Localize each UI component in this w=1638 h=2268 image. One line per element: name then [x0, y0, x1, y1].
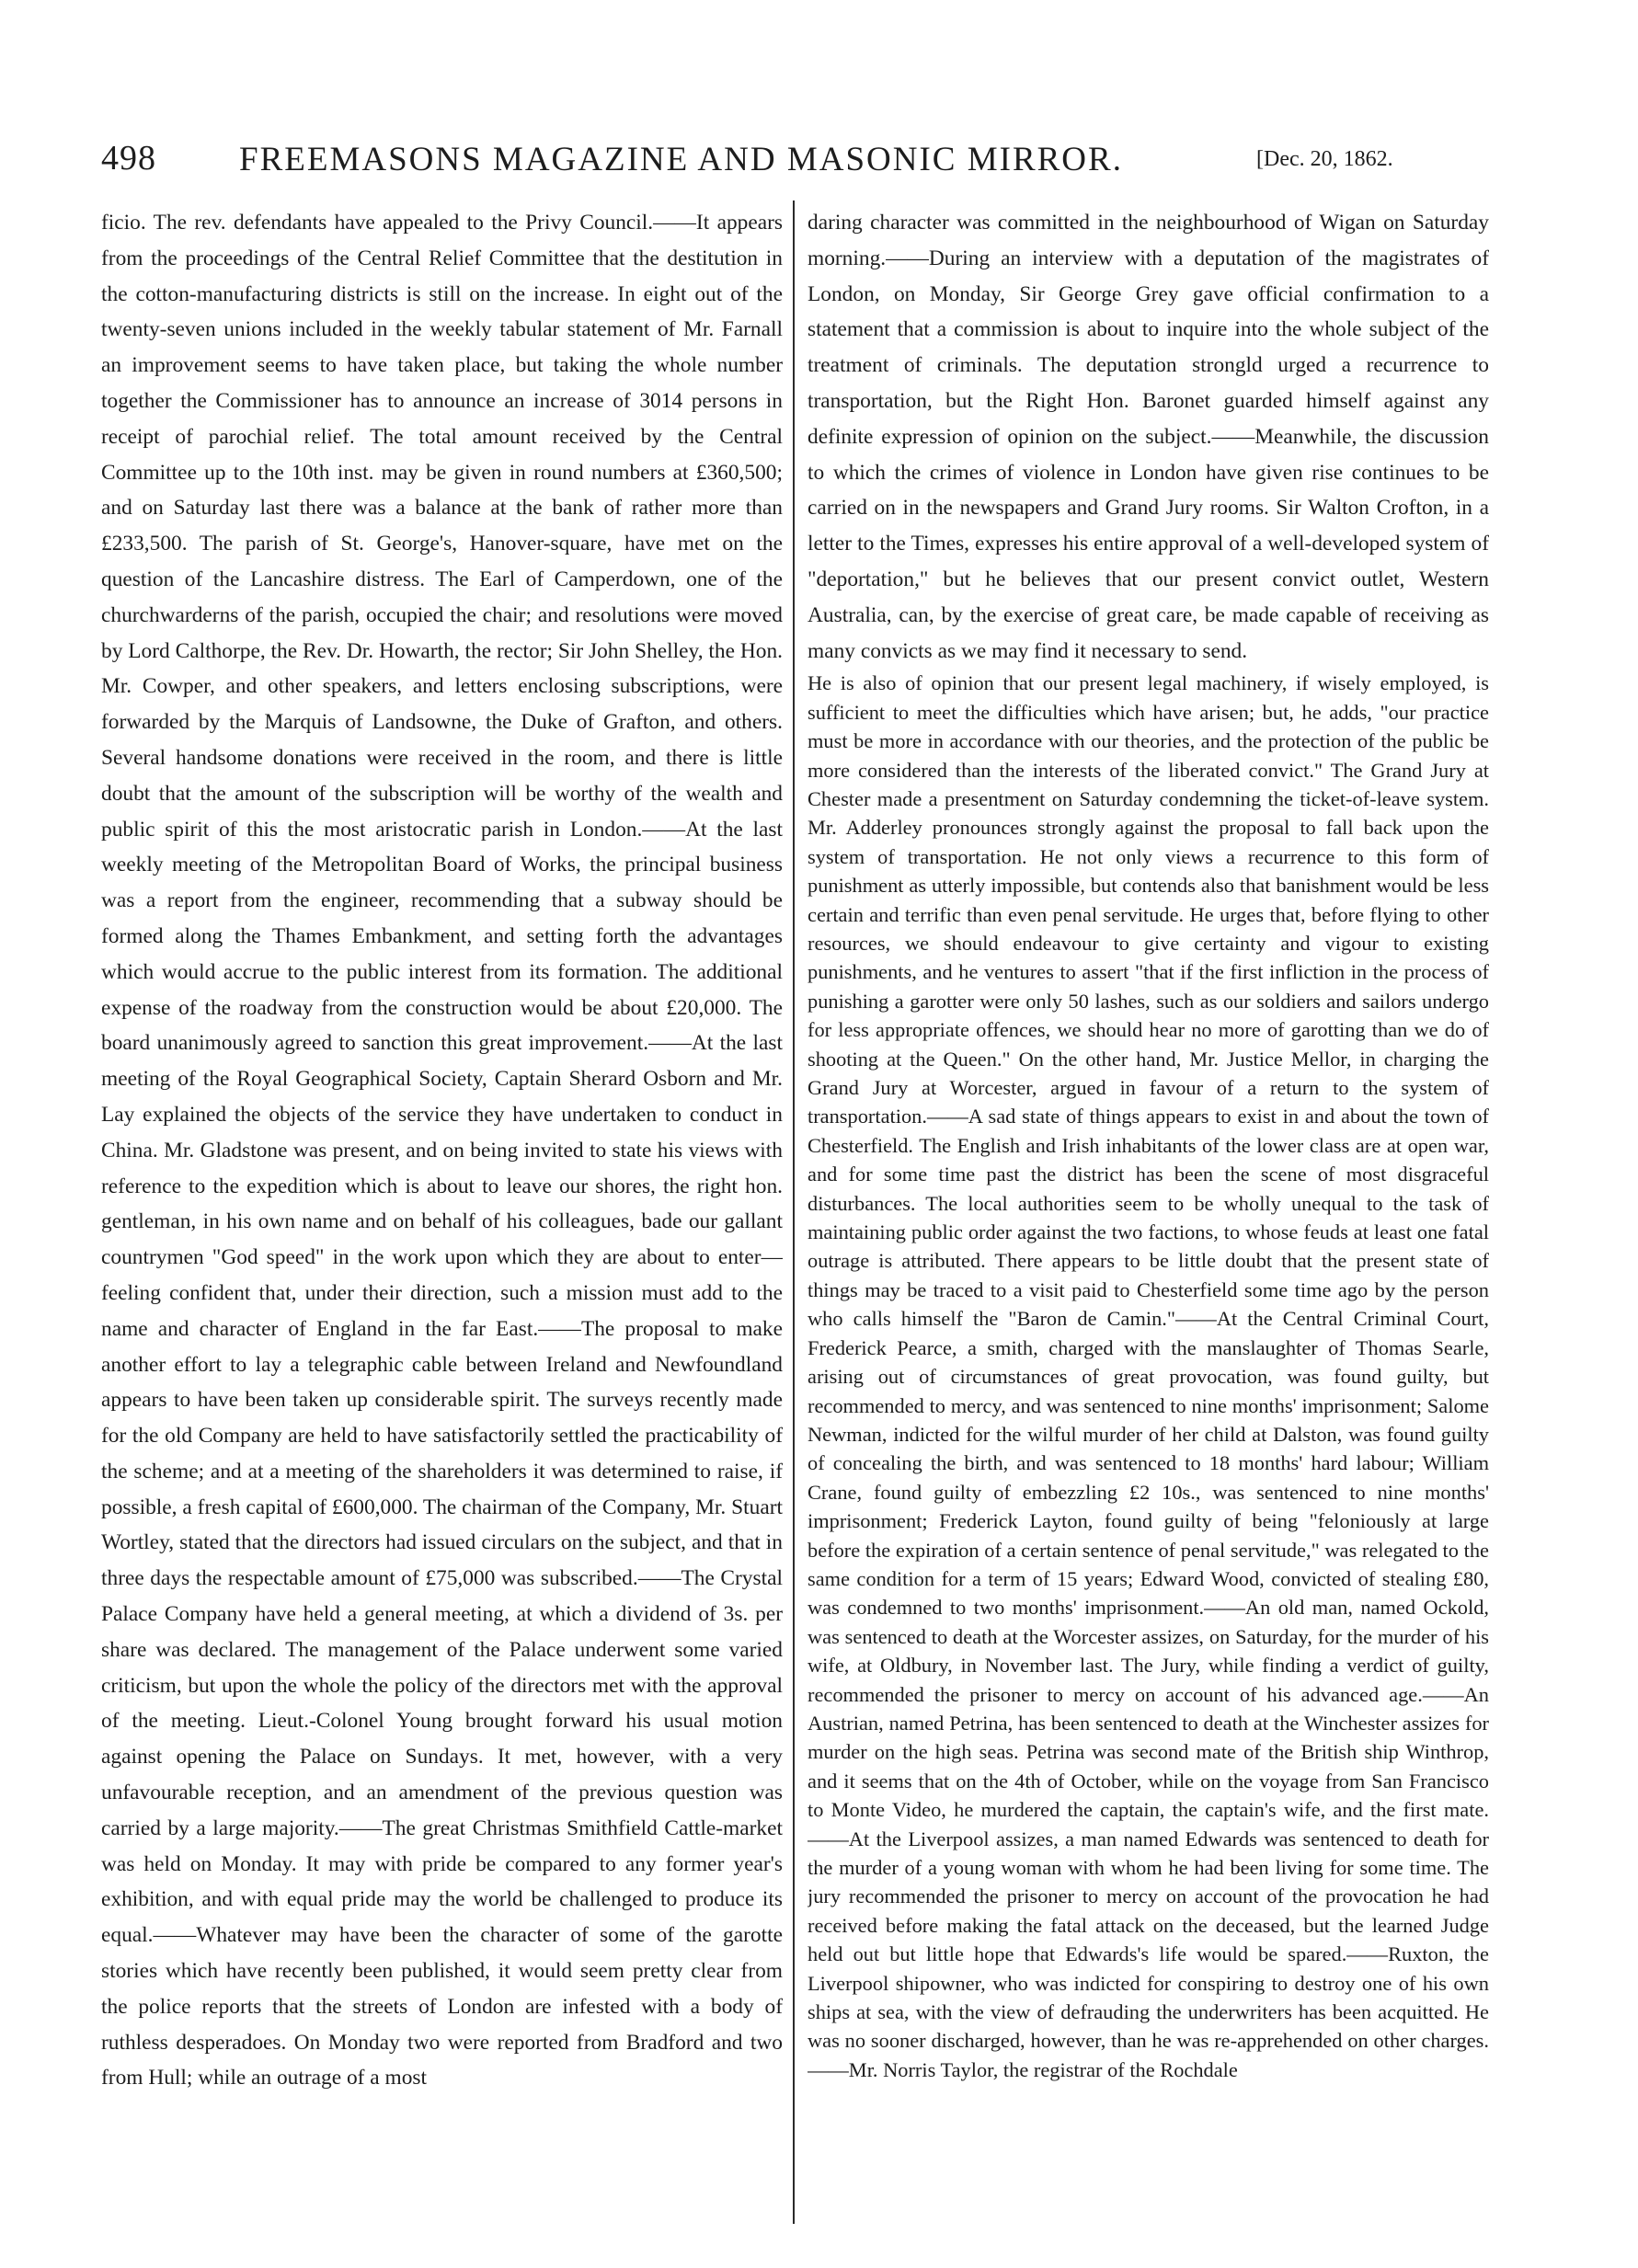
page-number: 498 — [101, 139, 156, 178]
masthead-title: FREEMASONS MAGAZINE AND MASONIC MIRROR. — [239, 141, 1123, 178]
page-header — [101, 138, 1393, 193]
column-divider — [793, 200, 795, 2224]
right-column — [808, 205, 1489, 2228]
issue-date: [Dec. 20, 1862. — [1256, 147, 1393, 171]
right-column-text-large: daring character was committed in the neighbourhood of Wigan on Saturday morning.——During an interview with a deputation of the magistrates of London, on Monday, Sir George Grey gave official confirmation to a statement that a commission is about to inquire into the whole subject of the treatment of criminals. The deputation strongld urged a recurrence to transportation, but the Right Hon. Baronet guarded himself against any definite expression of opinion on the subject.——Meanwhile, the discussion to which the crimes of violence in London have given rise continues to be carried on in the newspapers and Grand Jury rooms. Sir Walton Crofton, in a letter to the Times, expresses his entire approval of a well-developed system of "deportation," but he believes that our present convict outlet, Western Australia, can, by the exercise of great care, be made capable of receiving as many convicts as we may find it necessary to send. — [808, 211, 1489, 663]
left-column — [101, 205, 783, 2228]
left-column-text: ficio. The rev. defendants have appealed to the Privy Council.——It appears from the proceedings of the Central Relief Committee that the destitution in the cotton-manufacturing districts is still on the increase. In eight out of the twenty-seven unions included in the weekly tabular statement of Mr. Farnall an improvement seems to have taken place, but taking the whole number together the Commissioner has to announce an increase of 3014 persons in receipt of parochial relief. The total amount received by the Central Committee up to the 10th inst. may be given in round numbers at £360,500; and on Saturday last there was a balance at the bank of rather more than £233,500. The parish of St. George's, Hanover-square, have met on the question of the Lancashire distress. The Earl of Camperdown, one of the churchwarderns of the parish, occupied the chair; and resolutions were moved by Lord Calthorpe, the Rev. Dr. Howarth, the rector; Sir John Shelley, the Hon. Mr. Cowper, and other speakers, and letters enclosing subscriptions, were forwarded by the Marquis of Landsowne, the Duke of Grafton, and others. Several handsome donations were received in the room, and there is little doubt that the amount of the subscription will be worthy of the wealth and public spirit of this the most aristocratic parish in London.——At the last weekly meeting of the Metropolitan Board of Works, the principal business was a report from the engineer, recommending that a subway should be formed along the Thames Embankment, and setting forth the advantages which would accrue to the public interest from its formation. The additional expense of the roadway from the construction would be about £20,000. The board unanimously agreed to sanction this great improvement.——At the last meeting of the Royal Geographical Society, Captain Sherard Osborn and Mr. Lay explained the objects of the service they have undertaken to conduct in China. Mr. Gladstone was present, and on being invited to state his views with reference to the expedition which is about to leave our shores, the right hon. gentleman, in his own name and on behalf of his colleagues, bade our gallant countrymen "God speed" in the work upon which they are about to enter—feeling confident that, under their direction, such a mission must add to the name and character of England in the far East.——The proposal to make another effort to lay a telegraphic cable between Ireland and Newfoundland appears to have been taken up considerable spirit. The surveys recently made for the old Company are held to have satisfactorily settled the practicability of the scheme; and at a meeting of the shareholders it was determined to raise, if possible, a fresh capital of £600,000. The chairman of the Company, Mr. Stuart Wortley, stated that the directors had issued circulars on the subject, and that in three days the respectable amount of £75,000 was subscribed.——The Crystal Palace Company have held a general meeting, at which a dividend of 3s. per share was declared. The management of the Palace underwent some varied criticism, but upon the whole the policy of the directors met with the approval of the meeting. Lieut.-Colonel Young brought forward his usual motion against opening the Palace on Sundays. It met, however, with a very unfavourable reception, and an amendment of the previous question was carried by a large majority.——The great Christmas Smithfield Cattle-market was held on Monday. It may with pride be compared to any former year's exhibition, and with equal pride may the world be challenged to produce its equal.——Whatever may have been the character of some of the garotte stories which have recently been published, it would seem pretty clear from the police reports that the streets of London are infested with a body of ruthless desperadoes. On Monday two were reported from Bradford and two from Hull; while an outrage of a most — [101, 211, 783, 2090]
right-column-text-small: He is also of opinion that our present legal machinery, if wisely employed, is sufficient to meet the difficulties which have arisen; but, he adds, "our practice must be more in accordance with our theories, and the protection of the public be more considered than the interests of the liberated convict." The Grand Jury at Chester made a presentment on Saturday condemning the ticket-of-leave system. Mr. Adderley pronounces strongly against the proposal to fall back upon the system of transportation. He not only views a recurrence to this form of punishment as utterly impossible, but contends also that banishment would be less certain and terrific than even penal servitude. He urges that, before flying to other resources, we should endeavour to give certainty and vigour to existing punishments, and he ventures to assert "that if the first infliction in the process of punishing a garotter were only 50 lashes, such as our soldiers and sailors undergo for less appropriate offences, we should hear no more of garotting than we do of shooting at the Queen." On the other hand, Mr. Justice Mellor, in charging the Grand Jury at Worcester, argued in favour of a return to the system of transportation.——A sad state of things appears to exist in and about the town of Chesterfield. The English and Irish inhabitants of the lower class are at open war, and for some time past the district has been the scene of most disgraceful disturbances. The local authorities seem to be wholly unequal to the task of maintaining public order against the two factions, to whose feuds at least one fatal outrage is attributed. There appears to be little doubt that the present state of things may be traced to a visit paid to Chesterfield some time ago by the person who calls himself the "Baron de Camin."——At the Central Criminal Court, Frederick Pearce, a smith, charged with the manslaughter of Thomas Searle, arising out of circumstances of great provocation, was found guilty, but recommended to mercy, and was sentenced to nine months' imprisonment; Salome Newman, indicted for the wilful murder of her child at Dalston, was found guilty of concealing the birth, and was sentenced to 18 months' hard labour; William Crane, found guilty of embezzling £2 10s., was sentenced to nine months' imprisonment; Frederick Layton, found guilty of being "feloniously at large before the expiration of a certain sentence of penal servitude," was relegated to the same condition for a term of 15 years; Edward Wood, convicted of stealing £80, was condemned to two months' imprisonment.——An old man, named Ockold, was sentenced to death at the Worcester assizes, on Saturday, for the murder of his wife, at Oldbury, in November last. The Jury, while finding a verdict of guilty, recommended the prisoner to mercy on account of his advanced age.——An Austrian, named Petrina, has been sentenced to death at the Winchester assizes for murder on the high seas. Petrina was second mate of the British ship Winthrop, and it seems that on the 4th of October, while on the voyage from San Francisco to Monte Video, he murdered the captain, the captain's wife, and the first mate.——At the Liverpool assizes, a man named Edwards was sentenced to death for the murder of a young woman with whom he had been living for some time. The jury recommended the prisoner to mercy on account of the provocation he had received before making the fatal attack on the deceased, but the learned Judge held out but little hope that Edwards's life would be spared.——Ruxton, the Liverpool shipowner, who was indicted for conspiring to destroy one of his own ships at sea, with the view of defrauding the underwriters has been acquitted. He was no sooner discharged, however, than he was re-apprehended on other charges.——Mr. Norris Taylor, the registrar of the Rochdale — [808, 671, 1489, 2081]
